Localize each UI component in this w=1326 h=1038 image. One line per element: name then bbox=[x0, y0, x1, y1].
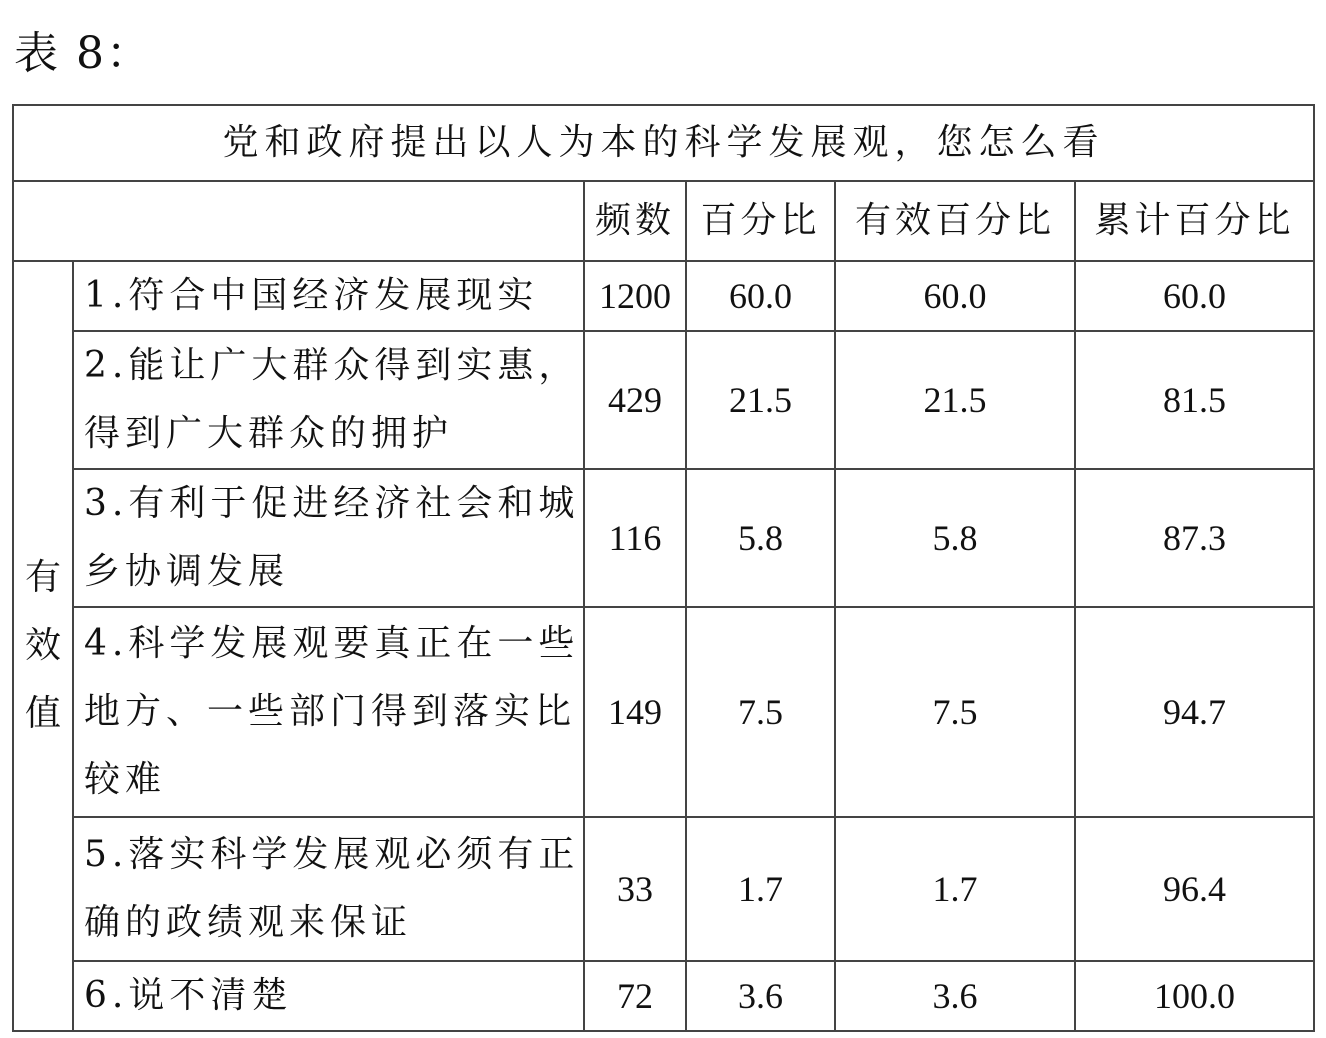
row-percent: 60.0 bbox=[686, 261, 835, 331]
table-row bbox=[13, 331, 1314, 469]
row-percent: 21.5 bbox=[686, 331, 835, 469]
group-label-valid bbox=[13, 261, 73, 1031]
header-row bbox=[13, 181, 1314, 261]
row-cumulative-percent: 100.0 bbox=[1075, 961, 1314, 1031]
row-label: 6.说不清楚 bbox=[73, 961, 584, 1031]
row-valid-percent: 3.6 bbox=[835, 961, 1075, 1031]
table-title-row bbox=[13, 105, 1314, 181]
row-valid-percent: 5.8 bbox=[835, 469, 1075, 607]
row-valid-percent: 1.7 bbox=[835, 817, 1075, 961]
row-valid-percent: 60.0 bbox=[835, 261, 1075, 331]
table-row bbox=[13, 961, 1314, 1031]
row-label: 2.能让广大群众得到实惠，得到广大群众的拥护 bbox=[73, 331, 584, 469]
row-frequency: 33 bbox=[584, 817, 686, 961]
table-row bbox=[13, 469, 1314, 607]
row-valid-percent: 7.5 bbox=[835, 607, 1075, 817]
row-frequency: 116 bbox=[584, 469, 686, 607]
table-title: 党和政府提出以人为本的科学发展观，您怎么看 bbox=[13, 105, 1314, 181]
row-cumulative-percent: 96.4 bbox=[1075, 817, 1314, 961]
row-cumulative-percent: 94.7 bbox=[1075, 607, 1314, 817]
header-valid-percent: 有效百分比 bbox=[835, 181, 1075, 261]
header-cumulative-percent: 累计百分比 bbox=[1075, 181, 1314, 261]
table-row bbox=[13, 261, 1314, 331]
table-row bbox=[13, 607, 1314, 817]
row-frequency: 149 bbox=[584, 607, 686, 817]
row-cumulative-percent: 81.5 bbox=[1075, 331, 1314, 469]
header-frequency: 频数 bbox=[584, 181, 686, 261]
header-percent: 百分比 bbox=[686, 181, 835, 261]
row-label: 4.科学发展观要真正在一些地方、一些部门得到落实比较难 bbox=[73, 607, 584, 817]
row-label: 1.符合中国经济发展现实 bbox=[73, 261, 584, 331]
row-percent: 3.6 bbox=[686, 961, 835, 1031]
row-cumulative-percent: 87.3 bbox=[1075, 469, 1314, 607]
row-frequency: 429 bbox=[584, 331, 686, 469]
table-caption: 表 8： bbox=[14, 28, 152, 79]
row-label: 5.落实科学发展观必须有正确的政绩观来保证 bbox=[73, 817, 584, 961]
row-label: 3.有利于促进经济社会和城乡协调发展 bbox=[73, 469, 584, 607]
row-valid-percent: 21.5 bbox=[835, 331, 1075, 469]
row-frequency: 1200 bbox=[584, 261, 686, 331]
header-blank-cell bbox=[13, 181, 584, 261]
row-percent: 1.7 bbox=[686, 817, 835, 961]
group-label-text: 有效值 bbox=[24, 557, 61, 734]
table-row bbox=[13, 817, 1314, 961]
row-cumulative-percent: 60.0 bbox=[1075, 261, 1314, 331]
survey-table bbox=[12, 104, 1315, 1032]
row-percent: 7.5 bbox=[686, 607, 835, 817]
row-percent: 5.8 bbox=[686, 469, 835, 607]
row-frequency: 72 bbox=[584, 961, 686, 1031]
